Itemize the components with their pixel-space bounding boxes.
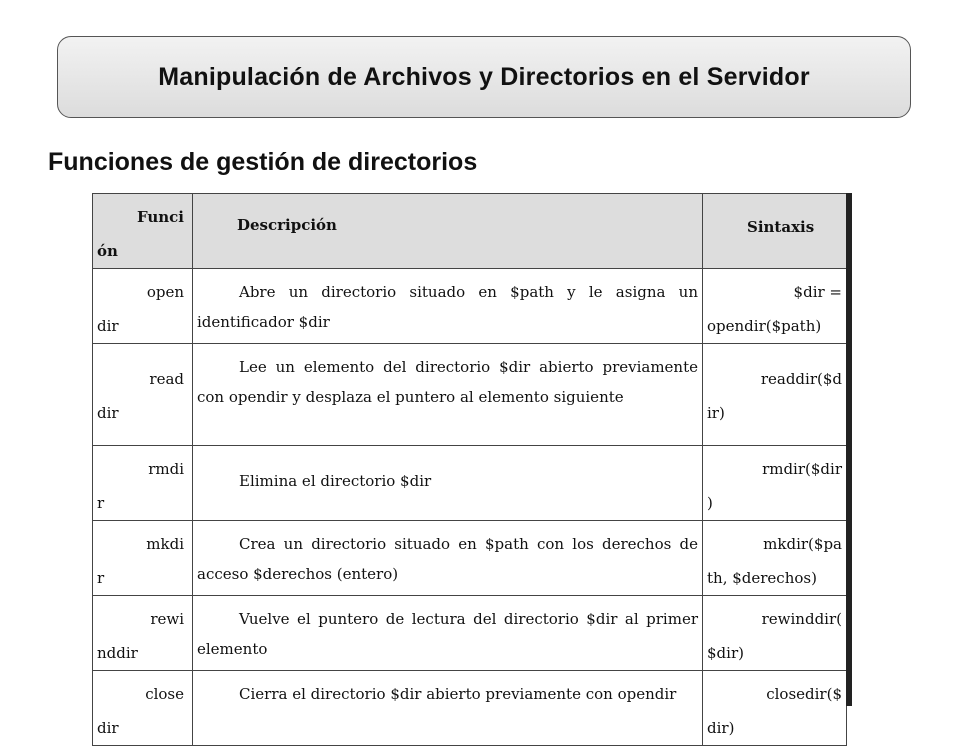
syntax-part2: opendir($path) [707,317,822,335]
functions-table [92,193,847,746]
cell-syntax [703,269,847,344]
function-name-part1: rmdi [148,460,184,478]
description-text: Cierra el directorio $dir abierto previamente con opendir [239,685,677,703]
table-row [93,671,847,746]
function-name-part2: dir [97,317,119,335]
function-name-part2: dir [97,719,119,737]
function-name-part1: rewi [150,610,184,628]
title-banner [57,36,911,118]
functions-table-container [92,193,852,737]
function-name-part2: r [97,569,105,587]
cell-function [93,344,193,446]
syntax-part1: rmdir($dir [762,460,842,478]
cell-description [193,596,703,671]
slide-title: Manipulación de Archivos y Directorios en el Servidor [158,62,810,91]
table-row [93,521,847,596]
header-function-part1: Funci [136,208,184,226]
syntax-part1: $dir = [793,283,842,301]
table-header-row [93,194,847,269]
description-text: Abre un directorio situado en $path y le asigna un identificador $dir [197,283,698,331]
cell-syntax [703,596,847,671]
table-edge-shadow [846,193,852,706]
function-name-part1: open [146,283,184,301]
cell-description [193,671,703,746]
cell-description [193,344,703,446]
table-row [93,596,847,671]
syntax-part2: th, $derechos) [707,569,817,587]
cell-function [93,521,193,596]
header-description-label: Descripción [237,216,337,234]
header-function [93,194,193,269]
description-text: Lee un elemento del directorio $dir abierto previamente con opendir y desplaza el puntero al elemento siguiente [197,358,698,406]
cell-function [93,596,193,671]
function-name-part1: close [145,685,184,703]
table-row [93,269,847,344]
header-description [193,194,703,269]
cell-function [93,671,193,746]
description-text: Vuelve el puntero de lectura del directorio $dir al primer elemento [197,610,698,658]
cell-function [93,446,193,521]
cell-syntax [703,446,847,521]
function-name-part2: r [97,494,105,512]
cell-description [193,521,703,596]
function-name-part2: dir [97,404,119,422]
syntax-part2: $dir) [707,644,744,662]
header-function-part2: ón [97,242,118,260]
description-text: Crea un directorio situado en $path con los derechos de acceso $derechos (entero) [197,535,698,583]
syntax-part1: readdir($d [760,370,842,388]
cell-syntax [703,671,847,746]
description-text: Elimina el directorio $dir [239,472,432,490]
syntax-part2: ir) [707,404,725,422]
section-subtitle: Funciones de gestión de directorios [48,148,478,176]
cell-syntax [703,344,847,446]
function-name-part1: mkdi [146,535,184,553]
syntax-part1: mkdir($pa [763,535,842,553]
cell-description [193,269,703,344]
syntax-part1: closedir($ [766,685,842,703]
header-syntax [703,194,847,269]
cell-function [93,269,193,344]
table-row [93,344,847,446]
header-syntax-label: Sintaxis [747,218,815,236]
function-name-part1: read [149,370,184,388]
syntax-part2: ) [707,494,713,512]
function-name-part2: nddir [97,644,138,662]
cell-description [193,446,703,521]
table-row [93,446,847,521]
cell-syntax [703,521,847,596]
syntax-part1: rewinddir( [761,610,842,628]
syntax-part2: dir) [707,719,735,737]
